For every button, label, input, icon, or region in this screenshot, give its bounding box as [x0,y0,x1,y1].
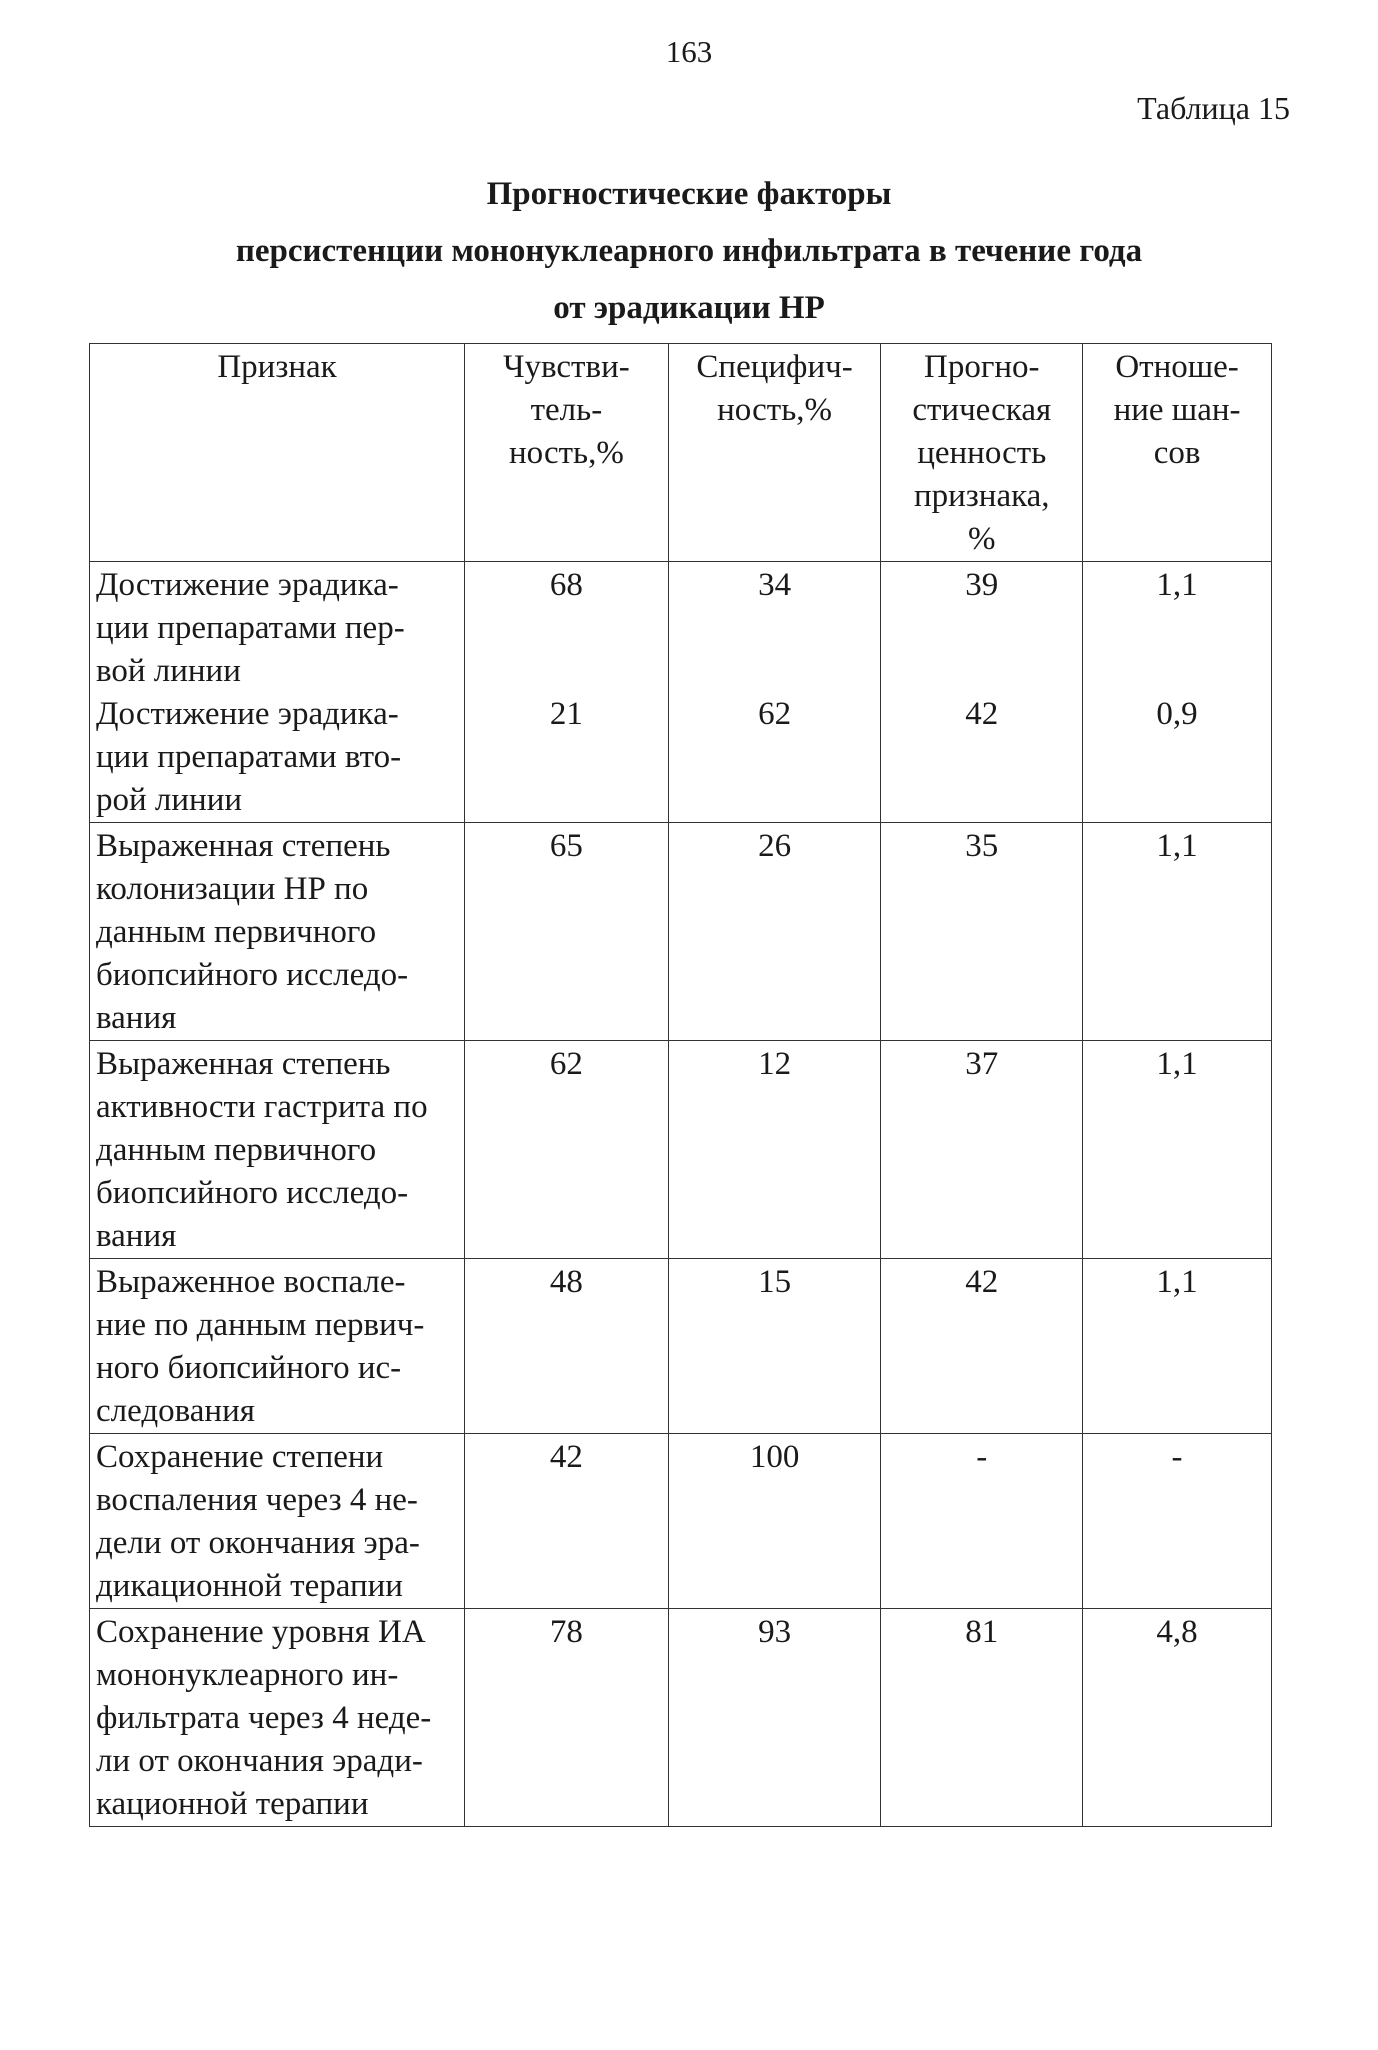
header-prognostic-value [881,344,1083,562]
feature-sub-entry [96,693,458,822]
prognostic-value-cell: 81 [881,1609,1083,1827]
feature-line: колонизации НР по [96,871,369,907]
header-sensitivity [465,344,669,562]
header-line: стическая [912,392,1052,428]
feature-line: биопсийного исследо- [96,1175,409,1211]
feature-line: ного биопсийного ис- [96,1350,402,1386]
specificity-cell: 15 [668,1259,881,1434]
value: 68 [549,567,583,603]
prognostic-value-cell [881,562,1083,823]
feature-cell [90,1434,465,1609]
header-line: Специфич- [696,349,853,385]
sensitivity-cell: 65 [465,823,669,1041]
value: 21 [549,696,583,732]
specificity-cell [668,562,881,823]
feature-line: вания [96,1218,177,1254]
feature-line: воспаления через 4 не- [96,1482,418,1518]
header-line: сов [1153,435,1201,471]
feature-line: вой линии [96,653,241,689]
feature-line: дели от окончания эра- [96,1525,420,1561]
feature-line: кационной терапии [96,1786,369,1822]
title-line: от эрадикации НР [553,290,825,326]
feature-line: ли от окончания эради- [96,1743,423,1779]
feature-line: Выраженное воспале- [96,1264,406,1300]
feature-cell [90,823,465,1041]
header-line: Прогно- [923,349,1040,385]
feature-line: ние по данным первич- [96,1307,425,1343]
header-line: Признак [217,349,337,385]
feature-line: фильтрата через 4 неде- [96,1700,432,1736]
header-line: тель- [530,392,603,428]
sensitivity-cell [465,562,669,823]
sensitivity-cell: 42 [465,1434,669,1609]
specificity-cell: 26 [668,823,881,1041]
value: 0,9 [1156,696,1198,732]
header-line: ние шан- [1113,392,1241,428]
odds-ratio-cell: 4,8 [1083,1609,1272,1827]
table-label: Таблица 15 [1137,90,1290,126]
feature-cell [90,1041,465,1259]
value: 42 [965,696,999,732]
feature-line: биопсийного исследо- [96,957,409,993]
title-line: Прогностические факторы [486,176,892,212]
page-number: 163 [665,34,713,69]
table-row [90,1434,1272,1609]
header-line: % [968,521,996,557]
title-line: персистенции мононуклеарного инфильтрата в течение года [235,233,1143,269]
feature-line: данным первичного [96,914,377,950]
sensitivity-cell: 62 [465,1041,669,1259]
feature-line: Выраженная степень [96,828,391,864]
prognostic-value-cell: 37 [881,1041,1083,1259]
feature-cell [90,562,465,823]
table-row [90,562,1272,823]
feature-cell [90,1259,465,1434]
value: 39 [965,567,999,603]
feature-line: Выраженная степень [96,1046,391,1082]
odds-ratio-cell [1083,562,1272,823]
feature-line: рой линии [96,782,243,818]
specificity-cell: 12 [668,1041,881,1259]
odds-ratio-cell: - [1083,1434,1272,1609]
table-row [90,1041,1272,1259]
feature-line: Достижение эрадика- [96,567,399,603]
specificity-cell: 100 [668,1434,881,1609]
header-line: ность,% [508,435,624,471]
feature-line: активности гастрита по [96,1089,428,1125]
feature-line: вания [96,1000,177,1036]
value: 1,1 [1156,567,1198,603]
sensitivity-cell: 78 [465,1609,669,1827]
table-row [90,1609,1272,1827]
prognostic-value-cell: 35 [881,823,1083,1041]
prognostic-value-cell: - [881,1434,1083,1609]
header-line: признака, [913,478,1050,514]
specificity-cell: 93 [668,1609,881,1827]
header-feature [90,344,465,562]
odds-ratio-cell: 1,1 [1083,1041,1272,1259]
feature-line: следования [96,1393,255,1429]
feature-line: Сохранение степени [96,1439,384,1475]
header-odds-ratio [1083,344,1272,562]
prognostic-value-cell: 42 [881,1259,1083,1434]
header-line: ценность [917,435,1047,471]
table-row [90,1259,1272,1434]
header-line: Отноше- [1115,349,1239,385]
feature-sub-entry [96,564,458,693]
sensitivity-cell: 48 [465,1259,669,1434]
feature-cell [90,1609,465,1827]
table-title [0,166,1378,337]
feature-line: данным первичного [96,1132,377,1168]
header-specificity [668,344,881,562]
table-row [90,823,1272,1041]
value: 62 [758,696,792,732]
feature-line: дикационной терапии [96,1568,403,1604]
header-line: ность,% [717,392,832,428]
value: 34 [758,567,792,603]
feature-line: Сохранение уровня ИА [96,1614,426,1650]
feature-line: мононуклеарного ин- [96,1657,399,1693]
odds-ratio-cell: 1,1 [1083,823,1272,1041]
header-line: Чувстви- [503,349,630,385]
feature-line: ции препаратами пер- [96,610,405,646]
header-row [90,344,1272,562]
odds-ratio-cell: 1,1 [1083,1259,1272,1434]
prognostic-factors-table [89,343,1272,1827]
feature-line: ции препаратами вто- [96,739,402,775]
feature-line: Достижение эрадика- [96,696,399,732]
